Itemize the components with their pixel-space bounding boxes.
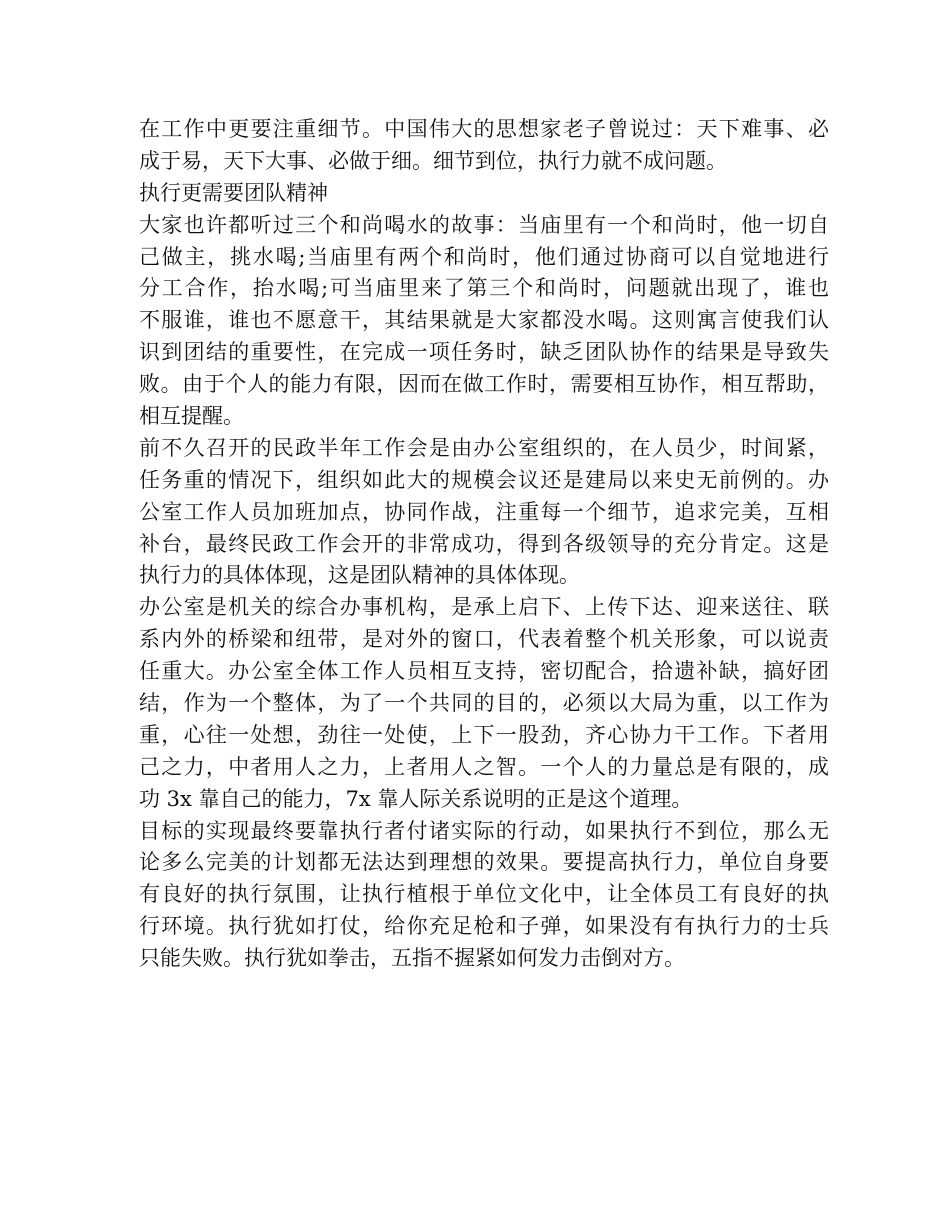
text-line: 功 3x 靠自己的能力，7x 靠人际关系说明的正是这个道理。 — [139, 786, 693, 811]
text-line: 补台，最终民政工作会开的非常成功，得到各级领导的充分肯定。这是 — [139, 531, 829, 556]
text-line: 论多么完美的计划都无法达到理想的效果。要提高执行力，单位自身要 — [139, 850, 829, 875]
text-line: 重，心往一处想，劲往一处使，上下一股劲，齐心协力干工作。下者用 — [139, 722, 829, 747]
text-line: 执行力的具体体现，这是团队精神的具体体现。 — [139, 563, 580, 588]
text-line: 办公室是机关的综合办事机构，是承上启下、上传下达、迎来送往、联 — [139, 595, 829, 620]
text-line: 结，作为一个整体，为了一个共同的目的，必须以大局为重，以工作为 — [139, 691, 829, 716]
text-line: 任务重的情况下，组织如此大的规模会议还是建局以来史无前例的。办 — [139, 467, 829, 492]
text-line: 只能失败。执行犹如拳击，五指不握紧如何发力击倒对方。 — [139, 946, 685, 971]
text-line: 相互提醒。 — [139, 404, 244, 429]
heading-text: 执行更需要团队精神 — [139, 180, 328, 205]
text-line: 不服谁，谁也不愿意干，其结果就是大家都没水喝。这则寓言使我们认 — [139, 308, 829, 333]
paragraph — [139, 210, 829, 433]
text-line: 败。由于个人的能力有限，因而在做工作时，需要相互协作，相互帮助， — [139, 372, 829, 397]
text-line: 在工作中更要注重细节。中国伟大的思想家老子曾说过：天下难事、必 — [139, 117, 829, 141]
paragraph — [139, 816, 829, 975]
text-line: 系内外的桥梁和纽带，是对外的窗口，代表着整个机关形象，可以说责 — [139, 627, 829, 652]
paragraph — [139, 114, 829, 178]
text-line: 识到团结的重要性，在完成一项任务时，缺乏团队协作的结果是导致失 — [139, 340, 829, 365]
document-body — [139, 114, 829, 975]
section-heading — [139, 178, 829, 210]
text-line: 公室工作人员加班加点，协同作战，注重每一个细节，追求完美，互相 — [139, 499, 829, 524]
text-line: 己之力，中者用人之力，上者用人之智。一个人的力量总是有限的，成 — [139, 754, 829, 779]
text-line: 前不久召开的民政半年工作会是由办公室组织的，在人员少，时间紧， — [139, 435, 829, 460]
text-line: 有良好的执行氛围，让执行植根于单位文化中，让全体员工有良好的执 — [139, 882, 829, 907]
text-line: 行环境。执行犹如打仗，给你充足枪和子弹，如果没有有执行力的士兵 — [139, 914, 829, 939]
text-line: 任重大。办公室全体工作人员相互支持，密切配合，拾遗补缺，搞好团 — [139, 659, 829, 684]
text-line: 目标的实现最终要靠执行者付诸实际的行动，如果执行不到位，那么无 — [139, 818, 829, 843]
text-line: 成于易，天下大事、必做于细。细节到位，执行力就不成问题。 — [139, 148, 727, 173]
text-line: 大家也许都听过三个和尚喝水的故事：当庙里有一个和尚时，他一切自 — [139, 212, 829, 237]
text-line: 分工合作，抬水喝;可当庙里来了第三个和尚时，问题就出现了，谁也 — [139, 276, 829, 301]
paragraph — [139, 433, 829, 592]
text-line: 己做主，挑水喝;当庙里有两个和尚时，他们通过协商可以自觉地进行 — [139, 244, 829, 269]
paragraph — [139, 592, 829, 815]
